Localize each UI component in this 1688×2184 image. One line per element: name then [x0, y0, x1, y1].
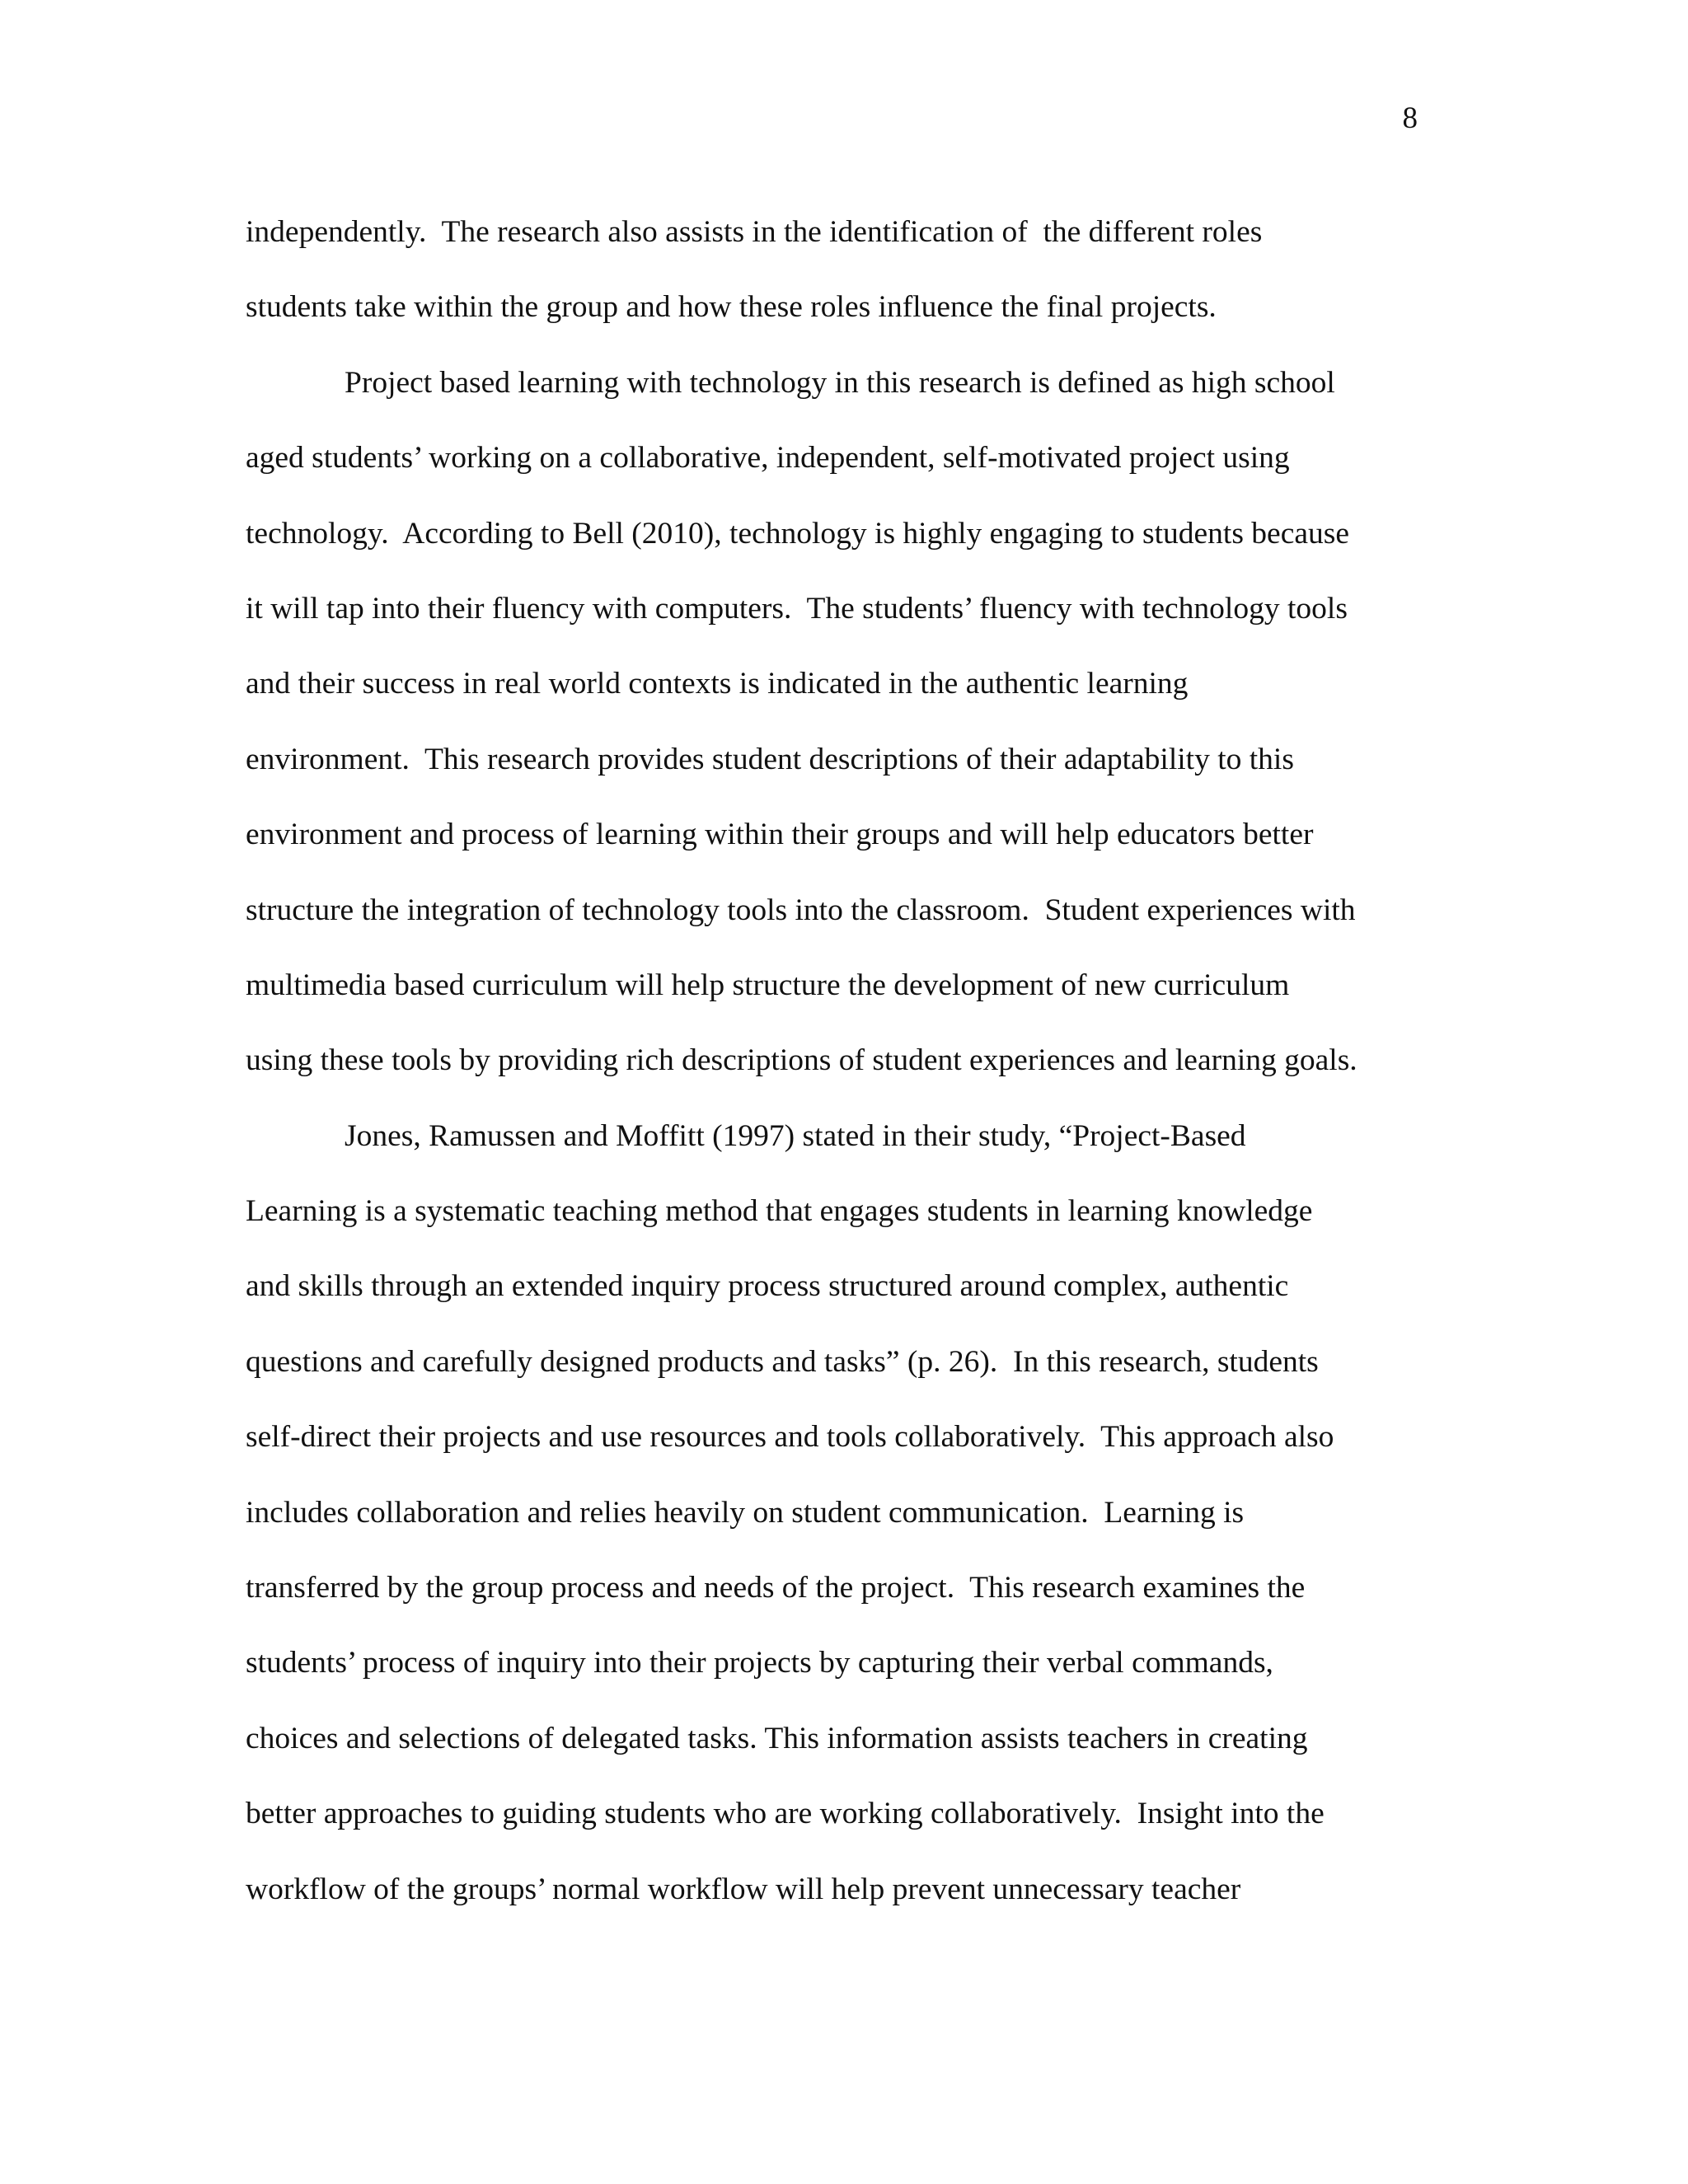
text-line: and their success in real world contexts is indicated in the authentic learning: [246, 667, 1189, 701]
text-line: environment. This research provides student descriptions of their adaptability to this: [246, 742, 1294, 776]
text-line: multimedia based curriculum will help structure the development of new curriculum: [246, 968, 1290, 1002]
text-line: structure the integration of technology tools into the classroom. Student experiences with: [246, 893, 1356, 927]
text-line: and skills through an extended inquiry process structured around complex, authentic: [246, 1269, 1289, 1304]
text-line: using these tools by providing rich descriptions of student experiences and learning goals.: [246, 1043, 1357, 1078]
text-line: environment and process of learning within their groups and will help educators better: [246, 818, 1314, 852]
text-line: workflow of the groups’ normal workflow will help prevent unnecessary teacher: [246, 1872, 1241, 1906]
text-line: students’ process of inquiry into their projects by capturing their verbal commands,: [246, 1646, 1273, 1680]
text-line: independently. The research also assists in the identification of the different roles: [246, 215, 1263, 249]
text-line: questions and carefully designed products and tasks” (p. 26). In this research, students: [246, 1344, 1319, 1379]
page-number: 8: [1402, 101, 1418, 135]
body-text: [246, 194, 1457, 1927]
text-line: includes collaboration and relies heavily on student communication. Learning is: [246, 1495, 1245, 1530]
text-line: transferred by the group process and needs of the project. This research examines the: [246, 1571, 1306, 1605]
text-line: better approaches to guiding students who are working collaboratively. Insight into the: [246, 1797, 1325, 1831]
text-line: Learning is a systematic teaching method that engages students in learning knowledge: [246, 1194, 1313, 1229]
text-line: Jones, Ramussen and Moffitt (1997) stated in their study, “Project-Based: [345, 1118, 1246, 1153]
text-line: self-direct their projects and use resources and tools collaboratively. This approach also: [246, 1420, 1334, 1455]
text-line: choices and selections of delegated tasks. This information assists teachers in creating: [246, 1721, 1308, 1755]
text-line: aged students’ working on a collaborative, independent, self-motivated project using: [246, 441, 1290, 476]
text-line: Project based learning with technology in this research is defined as high school: [345, 365, 1335, 400]
text-line: students take within the group and how these roles influence the final projects.: [246, 290, 1217, 325]
text-line: technology. According to Bell (2010), technology is highly engaging to students because: [246, 516, 1349, 551]
text-line: it will tap into their fluency with computers. The students’ fluency with technology tools: [246, 591, 1348, 626]
